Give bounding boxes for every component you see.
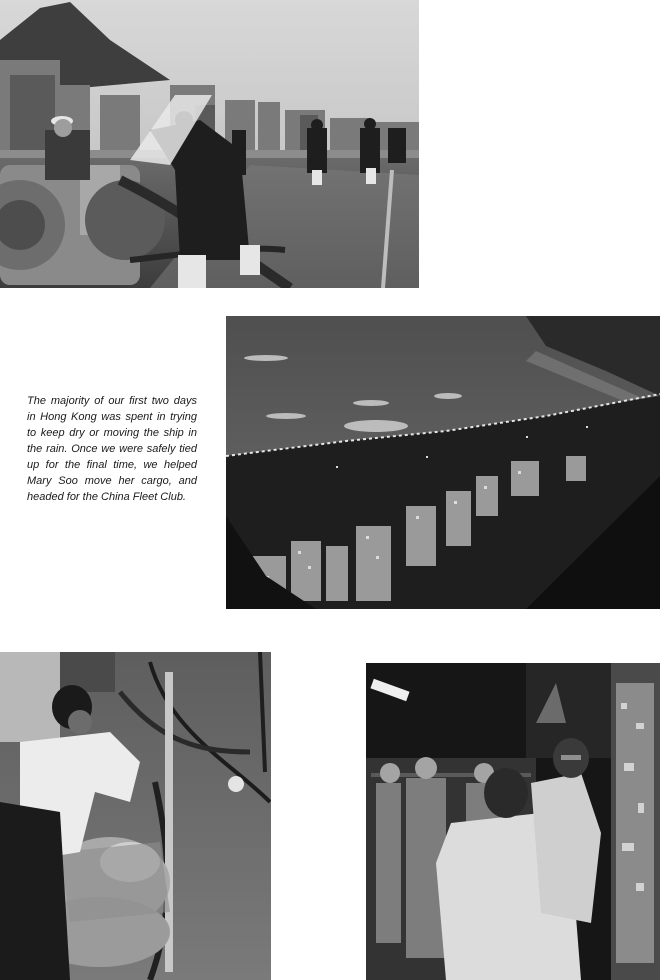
photo-sailors-on-deck — [0, 0, 419, 288]
photo-china-fleet-club-image — [366, 663, 660, 980]
photo-china-fleet-club — [366, 663, 660, 980]
photo-mary-soo-cargo — [0, 652, 271, 980]
photo-harbor-night — [226, 316, 660, 609]
photo-harbor-night-image — [226, 316, 660, 609]
photo-sailors-on-deck-image — [0, 0, 419, 288]
photo-mary-soo-cargo-image — [0, 652, 271, 980]
page-caption: The majority of our first two days in Hong Kong was spent in trying to keep dry or moving the ship in the rain. Once we were safely tied up for the final time, we helped Mary Soo move her cargo, and headed for the China Fleet Club. — [27, 395, 197, 503]
